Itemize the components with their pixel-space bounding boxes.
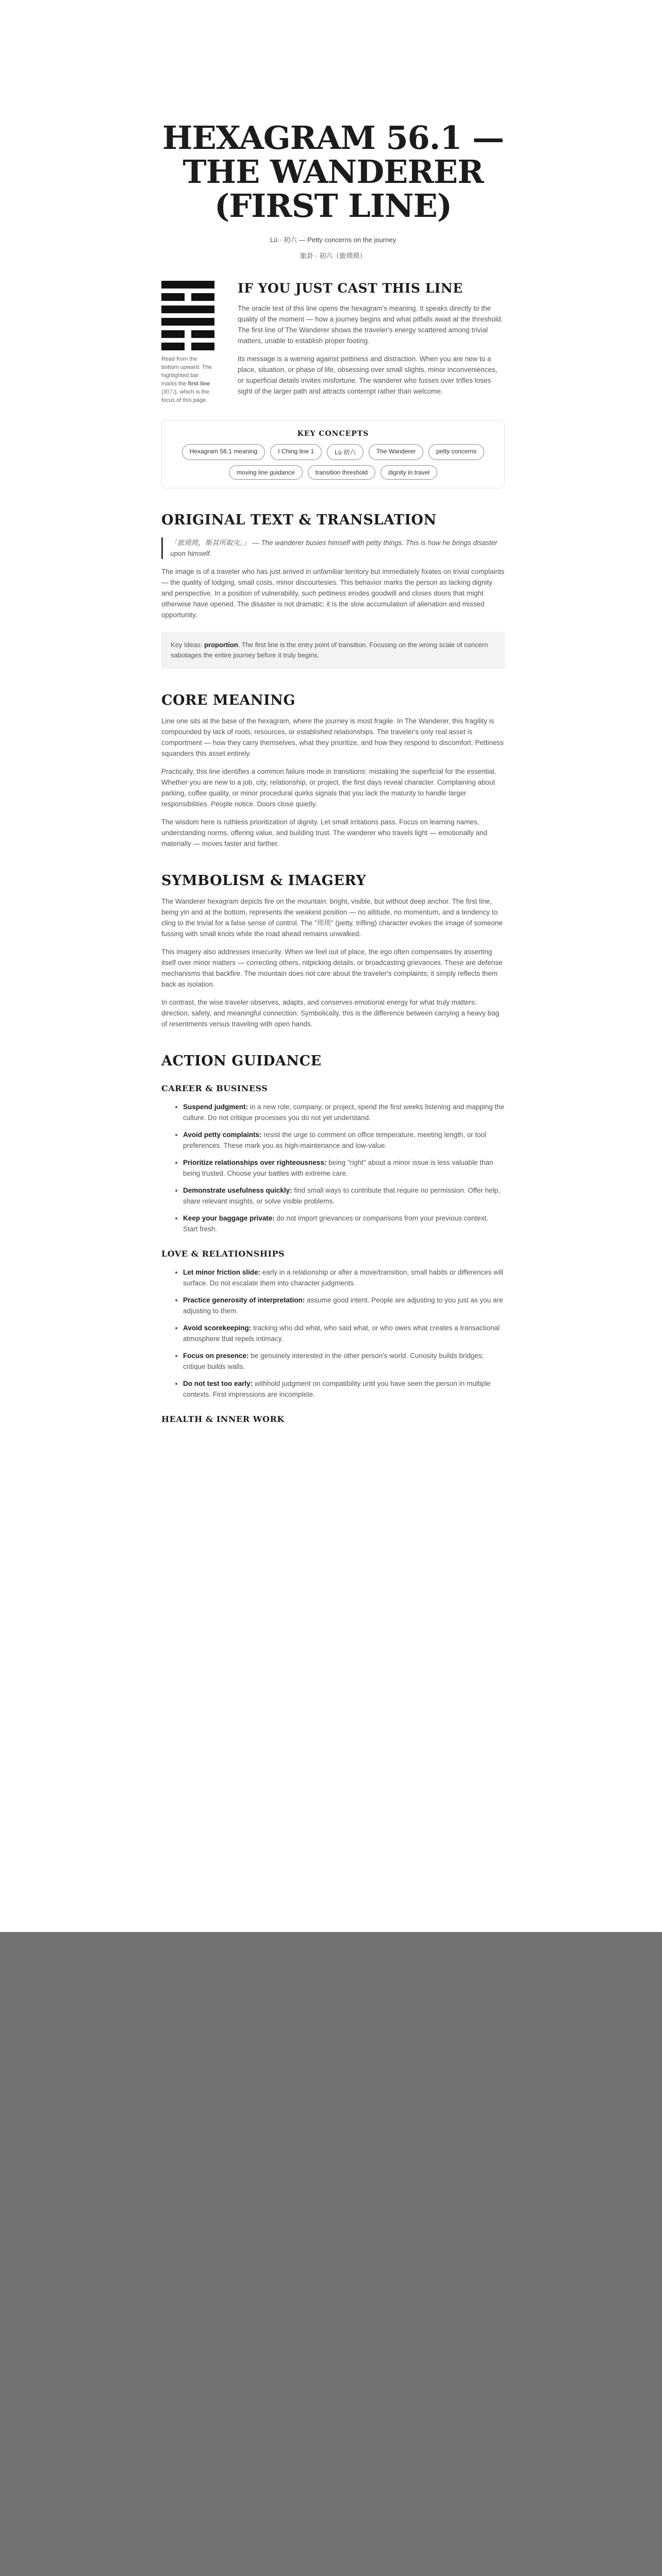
concept-chip[interactable]: Lü 初六	[327, 444, 363, 460]
hexagram-column	[161, 281, 214, 404]
hexagram-line-1	[161, 343, 214, 350]
oracle-quote: 「旅琐琐，斯其所取灾。」 — The wanderer busies himself with petty things. This is how he brings disaster upon himself.	[161, 537, 505, 559]
action-guidance-section	[161, 1053, 505, 1424]
symbol-paragraph-2: This imagery also addresses insecurity. When we feel out of place, the ego often compensates by asserting itself over minor matters — correcting others, nitpicking details, or broadcasting grievances. These are defense mechanisms that backfire. The mountain does not care about the traveler's complaints; it simply reflects them back as isolation.	[161, 948, 503, 988]
article	[161, 121, 505, 1424]
original-paragraph: The image is of a traveler who has just arrived in unfamiliar territory but immediately fixates on trivial complaints — the quality of lodging, small costs, minor discourtesies. This behavior marks the person as lacking dignity and perspective. In a position of vulnerability, such pettiness erodes goodwill and closes doors that might otherwise have opened. The disaster is not dramatic; it is the slow accumulation of alienation and missed opportunity.	[161, 568, 505, 619]
subtitle: Lü · 初六 — Petty concerns on the journey	[270, 236, 396, 244]
list-item: • Practice generosity of interpretation: assume good intent. People are adjusting to you just as you are adjusting to them.	[183, 1295, 505, 1316]
section-heading: SYMBOLISM & IMAGERY	[161, 873, 367, 889]
hexagram-line-5	[161, 293, 214, 301]
love-list	[161, 1267, 505, 1400]
section-heading: CORE MEANING	[161, 692, 295, 708]
concept-chips	[172, 444, 494, 480]
core-paragraph-1: Line one sits at the base of the hexagram, where the journey is most fragile. In The Wanderer, this fragility is compounded by lack of roots, resources, or established relationships. The traveler's only real asset is comportment — how they carry themselves, what they prioritize, and how they respond to discomfort. Pettiness squanders this asset entirely.	[161, 717, 504, 757]
list-item: • Demonstrate usefulness quickly: find small ways to contribute that require no permission. Offer help, share relevant insights, or solve visible problems.	[183, 1185, 505, 1207]
list-item: • Suspend judgment: in a new role, company, or project, spend the first weeks listening and mapping the culture. Do not critique processes you do not yet understand.	[183, 1101, 505, 1123]
concept-chip[interactable]: moving line guidance	[229, 465, 303, 480]
core-paragraph-2: Practically, this line identifies a common failure mode in transitions: mistaking the superficial for the essential. Whether you are new to a job, city, relationship, or project, the first days reveal character. Complaining about parking, coffee quality, or minor procedural quirks signals that you lack the maturity to handle larger responsibilities. People notice. Doors close quietly.	[161, 768, 496, 808]
list-item: • Focus on presence: be genuinely interested in the other person's world. Curiosity builds bridges; critique builds walls.	[183, 1350, 505, 1372]
subtitle-chinese: 旅卦 · 初六（旅琐琐）	[300, 252, 367, 260]
concept-chip[interactable]: petty concerns	[428, 444, 484, 460]
core-paragraph-3: The wisdom here is ruthless prioritization of dignity. Let small irritations pass. Focus on learning names, understanding norms, offering value, and building trust. The wanderer who travels light — emotionally and materially — moves faster and farther.	[161, 818, 488, 848]
hexagram-caption: Read from the bottom upward. The highlighted bar marks the first line (初六), which is the focus of this page.	[161, 356, 212, 403]
list-item: • Do not test too early: withhold judgment on compatibility until you have seen the person in multiple contexts. First impressions are incomplete.	[183, 1378, 505, 1400]
subsection-heading: HEALTH & INNER WORK	[161, 1414, 285, 1424]
hexagram-line-3	[161, 318, 214, 326]
list-item: • Prioritize relationships over righteousness: being "right" about a minor issue is less valuable than being trusted. Choose your battles with extreme care.	[183, 1157, 505, 1179]
section-heading: ACTION GUIDANCE	[161, 1053, 322, 1069]
concept-chip[interactable]: Hexagram 56.1 meaning	[182, 444, 265, 460]
symbolism-section	[161, 873, 505, 1029]
original-text-section	[161, 512, 505, 669]
key-concepts-box	[161, 420, 505, 488]
concept-chip[interactable]: dignity in travel	[380, 465, 437, 480]
hexagram-figure	[161, 281, 214, 350]
concept-chip[interactable]: The Wanderer	[369, 444, 423, 460]
core-meaning-section	[161, 692, 505, 849]
page-title: HEXAGRAM 56.1 — THE WANDERER (FIRST LINE)	[162, 119, 504, 225]
subsection-heading: LOVE & RELATIONSHIPS	[161, 1249, 285, 1259]
symbol-paragraph-1: The Wanderer hexagram depicts fire on the mountain: bright, visible, but without deep anchor. The first line, being yin and at the bottom, represents the weakest position — no altitude, no momentum, and a tendency to cling to the trivial for a false sense of control. The "琐琐" (petty, trifling) character evokes the image of someone fussing with small knots while the road ahead remains unwalked.	[161, 897, 503, 938]
symbol-paragraph-3: In contrast, the wise traveler observes, adapts, and conserves emotional energy for what truly matters: direction, safety, and meaningful connection. Symbolically, this is the difference between carrying a heavy bag of resentments versus traveling with open hands.	[161, 998, 500, 1028]
list-item: • Avoid scorekeeping: tracking who did what, who said what, or who owes what creates a transactional atmosphere that repels intimacy.	[183, 1323, 505, 1344]
intro-text	[238, 281, 505, 404]
hexagram-line-4	[161, 306, 214, 313]
cast-heading: IF YOU JUST CAST THIS LINE	[238, 281, 463, 296]
cast-paragraph-1: The oracle text of this line opens the hexagram's meaning. It speaks directly to the quality of the moment — how a journey begins and what pitfalls await at the threshold. The first line of The Wanderer shows the traveler's energy scattered among trivial matters, unable to establish proper footing.	[238, 304, 503, 345]
key-concepts-title: KEY CONCEPTS	[297, 430, 369, 438]
cast-paragraph-2: Its message is a warning against pettiness and distraction. When you are new to a place, situation, or phase of life, obsessing over small slights, minor inconveniences, or superficial details invites misfortune. The wanderer who fusses over trifles loses sight of the larger path and attracts contempt rather than welcome.	[238, 355, 498, 395]
key-ideas-box: Key Ideas: proportion. The first line is the entry point of transition. Focusing on the wrong scale of concern sabotages the entire journey before it truly begins.	[161, 632, 505, 669]
modal-overlay[interactable]	[0, 1932, 662, 2576]
intro-section	[161, 281, 505, 404]
list-item: • Keep your baggage private: do not import grievances or comparisons from your previous context. Start fresh.	[183, 1213, 505, 1234]
subsection-heading: CAREER & BUSINESS	[161, 1083, 268, 1093]
hexagram-line-2	[161, 330, 214, 338]
concept-chip[interactable]: I Ching line 1	[270, 444, 322, 460]
concept-chip[interactable]: transition threshold	[308, 465, 375, 480]
list-item: • Avoid petty complaints: resist the urge to comment on office temperature, meeting length, or tool preferences. These mark you as high-maintenance and low-value.	[183, 1129, 505, 1151]
hexagram-line-6	[161, 281, 214, 289]
list-item: • Let minor friction slide: early in a relationship or after a move/transition, small habits or differences will surface. Do not escalate them into character judgments.	[183, 1267, 505, 1289]
section-heading: ORIGINAL TEXT & TRANSLATION	[161, 512, 437, 528]
career-list	[161, 1101, 505, 1234]
